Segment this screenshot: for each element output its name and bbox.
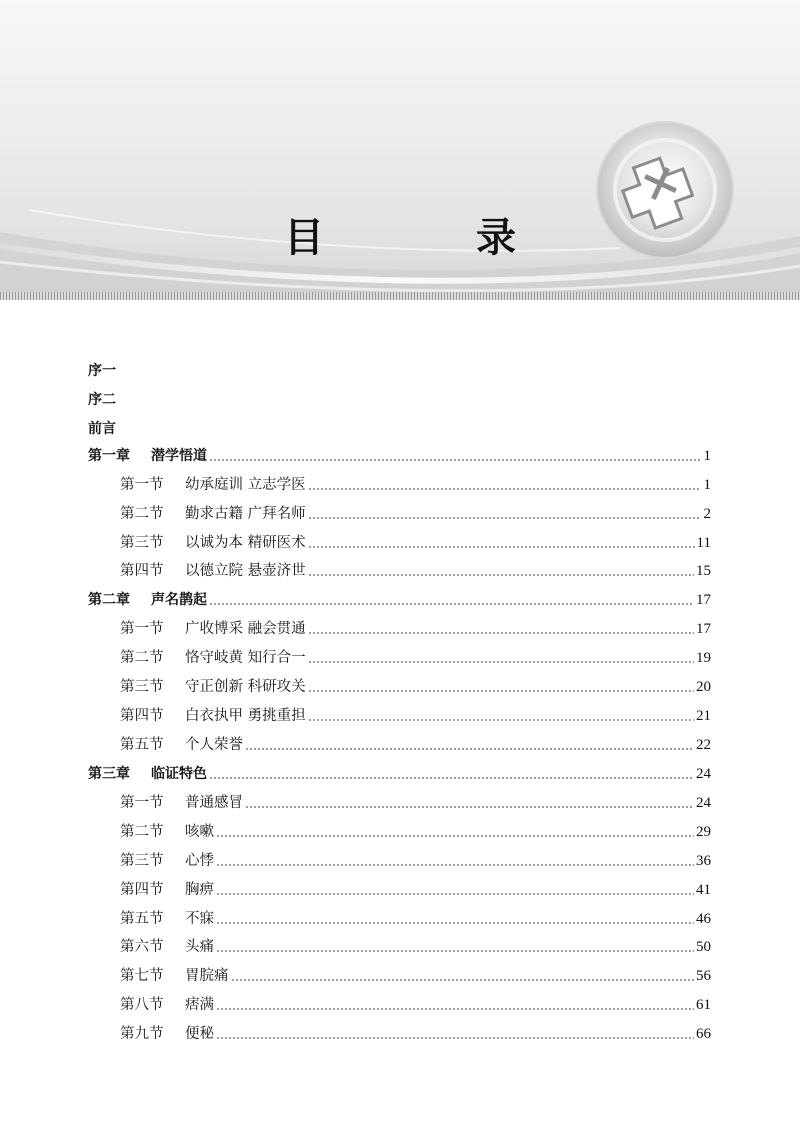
toc-section-row[interactable] xyxy=(0,502,800,526)
toc-section-row[interactable] xyxy=(0,935,800,959)
section-label: 第二节 xyxy=(120,650,164,667)
page-number: 17 xyxy=(696,592,711,609)
leader-dots xyxy=(245,748,694,750)
section-label: 第九节 xyxy=(120,1026,164,1043)
toc-chapter-row[interactable] xyxy=(0,762,800,786)
page-number: 24 xyxy=(696,765,711,782)
section-label: 第四节 xyxy=(120,563,164,580)
page-number: 2 xyxy=(703,505,711,522)
page-number: 29 xyxy=(696,823,711,840)
page-number: 56 xyxy=(696,968,711,985)
chapter-title: 潜学悟道 xyxy=(151,447,207,464)
section-label: 第七节 xyxy=(120,968,164,985)
section-title: 恪守岐黄 知行合一 xyxy=(185,650,306,667)
front-matter-label: 序二 xyxy=(88,391,116,408)
section-title: 头痛 xyxy=(185,939,214,956)
page-number: 19 xyxy=(696,650,711,667)
section-title: 广收博采 融会贯通 xyxy=(185,621,306,638)
section-title: 白衣执甲 勇挑重担 xyxy=(185,708,306,724)
page-number: 15 xyxy=(696,563,711,580)
leader-dots xyxy=(308,488,701,490)
front-matter-label: 序一 xyxy=(88,363,116,379)
leader-dots xyxy=(308,517,701,519)
section-title: 胃脘痛 xyxy=(185,968,229,985)
leader-dots xyxy=(216,864,694,866)
toc-section-row[interactable] xyxy=(0,704,800,728)
page-number: 11 xyxy=(696,534,711,551)
section-title: 个人荣誉 xyxy=(185,737,243,753)
toc-section-row[interactable] xyxy=(0,617,800,641)
page-number: 50 xyxy=(696,939,711,956)
page-number: 66 xyxy=(696,1026,711,1043)
section-title: 勤求古籍 广拜名师 xyxy=(185,505,306,522)
chapter-title: 声名鹊起 xyxy=(151,592,207,609)
toc-section-row[interactable] xyxy=(0,733,800,757)
page-number: 46 xyxy=(696,910,711,927)
toc-front-matter-item[interactable] xyxy=(0,417,800,441)
front-matter-label: 前言 xyxy=(88,420,116,437)
chapter-title: 临证特色 xyxy=(151,765,207,782)
section-title: 以德立院 悬壶济世 xyxy=(185,563,306,580)
section-title: 守正创新 科研攻关 xyxy=(185,679,306,696)
section-label: 第二节 xyxy=(120,505,164,522)
toc-section-row[interactable] xyxy=(0,878,800,902)
toc-section-row[interactable] xyxy=(0,559,800,583)
page-number: 36 xyxy=(696,852,711,869)
leader-dots xyxy=(216,922,694,924)
leader-dots xyxy=(308,632,694,634)
toc-section-row[interactable] xyxy=(0,791,800,815)
leader-dots xyxy=(308,690,694,692)
section-label: 第三节 xyxy=(120,852,164,869)
leader-dots xyxy=(216,835,694,837)
section-label: 第六节 xyxy=(120,939,164,956)
section-label: 第一节 xyxy=(120,476,164,493)
leader-dots xyxy=(308,661,694,663)
toc-section-row[interactable] xyxy=(0,473,800,497)
page-number: 24 xyxy=(696,794,711,811)
page-number: 21 xyxy=(696,708,711,724)
section-title: 普通感冒 xyxy=(185,794,243,811)
section-title: 咳嗽 xyxy=(185,823,214,840)
page-number: 41 xyxy=(696,881,711,898)
chapter-label: 第二章 xyxy=(88,592,130,609)
section-label: 第一节 xyxy=(120,794,164,811)
page-title: 目 录 xyxy=(284,215,572,261)
toc-section-row[interactable] xyxy=(0,964,800,988)
page-number: 20 xyxy=(696,679,711,696)
toc-chapter-row[interactable] xyxy=(0,444,800,468)
section-label: 第四节 xyxy=(120,881,164,898)
toc-section-row[interactable] xyxy=(0,1022,800,1046)
leader-dots xyxy=(209,777,694,779)
chapter-label: 第三章 xyxy=(88,765,130,782)
toc-section-row[interactable] xyxy=(0,820,800,844)
leader-dots xyxy=(308,719,694,721)
page-number: 22 xyxy=(696,737,711,753)
toc-section-row[interactable] xyxy=(0,849,800,873)
toc-section-row[interactable] xyxy=(0,531,800,555)
section-title: 痞满 xyxy=(185,997,214,1014)
toc-section-row[interactable] xyxy=(0,993,800,1017)
section-title: 便秘 xyxy=(185,1026,214,1043)
leader-dots xyxy=(209,459,701,461)
section-title: 不寐 xyxy=(185,910,214,927)
page-number: 17 xyxy=(696,621,711,638)
chapter-label: 第一章 xyxy=(88,447,130,464)
section-title: 心悸 xyxy=(185,852,214,869)
leader-dots xyxy=(216,893,694,895)
toc-section-row[interactable] xyxy=(0,646,800,670)
leader-dots xyxy=(216,1037,694,1039)
section-label: 第五节 xyxy=(120,910,164,927)
section-label: 第三节 xyxy=(120,679,164,696)
section-title: 以诚为本 精研医术 xyxy=(185,534,306,551)
leader-dots xyxy=(209,603,694,605)
page-number: 1 xyxy=(703,447,711,464)
section-title: 幼承庭训 立志学医 xyxy=(185,476,306,493)
section-label: 第三节 xyxy=(120,534,164,551)
page-number: 1 xyxy=(703,476,711,493)
leader-dots xyxy=(308,574,694,576)
toc-section-row[interactable] xyxy=(0,675,800,699)
section-label: 第八节 xyxy=(120,997,164,1014)
leader-dots xyxy=(216,950,694,952)
leader-dots xyxy=(245,806,694,808)
leader-dots xyxy=(216,1008,694,1010)
toc-section-row[interactable] xyxy=(0,907,800,931)
section-title: 胸痹 xyxy=(185,881,214,898)
toc-front-matter-item[interactable] xyxy=(0,388,800,412)
page-number: 61 xyxy=(696,997,711,1014)
section-label: 第二节 xyxy=(120,823,164,840)
toc-chapter-row[interactable] xyxy=(0,588,800,612)
toc-front-matter-item[interactable] xyxy=(0,359,800,383)
section-label: 第一节 xyxy=(120,621,164,638)
leader-dots xyxy=(308,546,695,548)
section-label: 第五节 xyxy=(120,737,164,753)
section-label: 第四节 xyxy=(120,708,164,724)
leader-dots xyxy=(231,979,694,981)
